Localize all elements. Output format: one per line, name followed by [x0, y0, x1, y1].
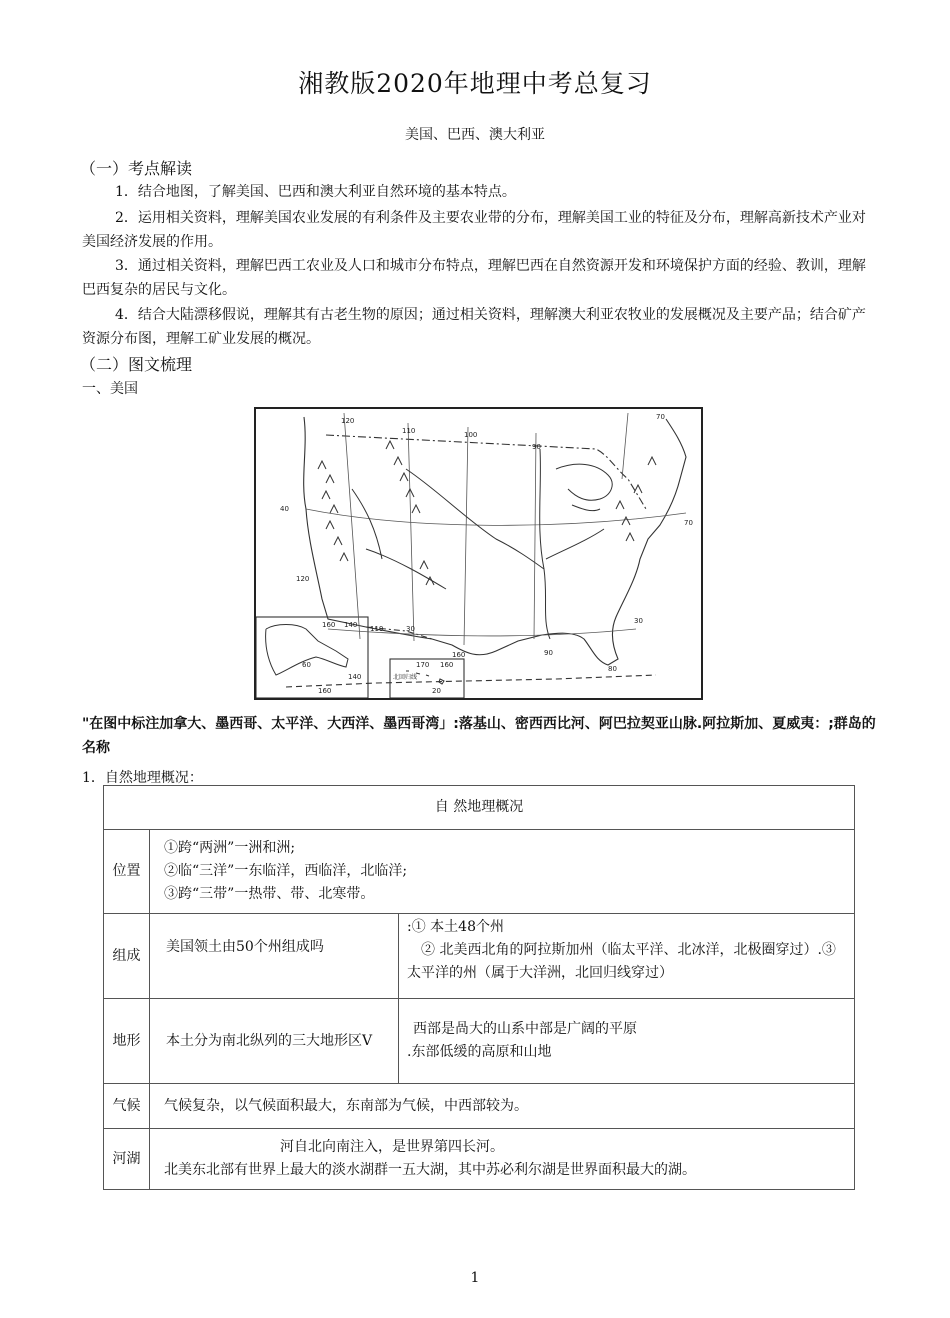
row-label-climate: 气候 [104, 1084, 150, 1129]
page-title: 湘教版2020年地理中考总复习 [298, 69, 652, 98]
map-annotation-note: "在图中标注加拿大、墨西哥、太平洋、大西洋、墨西哥湾」:落基山、密西西比河、阿巴拉契亚山脉.阿拉斯加、夏威夷：;群岛的名称 [82, 716, 876, 756]
position-line-2: ②临“三洋”一东临洋，西临洋，北临洋; [164, 863, 408, 879]
map-label: 90 [532, 443, 541, 451]
rivers-line-2: 北美东北部有世界上最大的淡水湖群一五大湖，其中苏必利尔湖是世界面积最大的湖。 [164, 1162, 696, 1178]
map-label: 170 [416, 661, 430, 669]
canada-border [326, 435, 646, 509]
section-heading-map-review: （二）图文梳理 [80, 355, 193, 374]
physical-geography-table [103, 785, 855, 1190]
us-outline [304, 417, 686, 665]
great-lakes [556, 464, 612, 510]
page-subtitle: 美国、巴西、澳大利亚 [405, 127, 545, 143]
rivers-cell [150, 1129, 855, 1190]
section-heading-exam-points: （一）考点解读 [80, 159, 193, 178]
row-label-position: 位置 [104, 830, 150, 914]
composition-line-2: ② 北美西北角的阿拉斯加州（临太平洋、北冰洋，北极圈穿过）.③ 太平洋的州（属于大洋洲，北回归线穿过） [407, 942, 836, 981]
exam-point-1: 1．结合地图，了解美国、巴西和澳大利亚自然环境的基本特点。 [115, 184, 516, 200]
composition-line-1: :① 本土48个州 [407, 919, 504, 935]
composition-answer [399, 914, 855, 999]
map-label: 140 [344, 621, 358, 629]
map-label: 30 [634, 617, 643, 625]
usa-map [254, 407, 703, 700]
table-header: 自 然地理概况 [104, 786, 855, 830]
western-river [352, 489, 446, 589]
table-row-climate [104, 1084, 855, 1129]
climate-text: 气候复杂，以气候面积最大，东南部为气候，中西部较为。 [150, 1084, 855, 1129]
terrain-line-1: 西部是咼大的山系中部是广阔的平原 [413, 1021, 637, 1037]
ohio-river [546, 529, 604, 559]
mississippi-river [540, 449, 550, 639]
map-label: 120 [341, 417, 355, 425]
position-line-1: ①跨“两洲”一洲和洲; [164, 840, 296, 856]
exam-point-2: 2．运用相关资料，理解美国农业发展的有利条件及主要农业带的分布，理解美国工业的特征及分布，理解高新技术产业对美国经济发展的作用。 [82, 210, 866, 250]
map-label: 160 [322, 621, 336, 629]
terrain-answer [399, 999, 855, 1084]
map-label: 70 [656, 413, 665, 421]
map-label: 160 [440, 661, 454, 669]
map-label: 160 [318, 687, 332, 695]
map-label: 160 [452, 651, 466, 659]
map-label: 70 [684, 519, 693, 527]
item-1-title: 1．自然地理概况： [82, 770, 203, 786]
rivers-line-1: 河自北向南注入，是世界第四长河。 [280, 1139, 504, 1155]
row-label-rivers: 河湖 [104, 1129, 150, 1190]
composition-question: 美国领土由50个州组成吗 [150, 914, 399, 999]
table-row-position [104, 830, 855, 914]
terrain-question: 本土分为南北纵列的三大地形区V [150, 999, 399, 1084]
position-cell [150, 830, 855, 914]
map-label: 120 [296, 575, 310, 583]
map-label: 30 [406, 625, 415, 633]
map-label: 20 [432, 687, 441, 695]
subsection-usa: 一、美国 [82, 381, 138, 397]
map-label: 110 [402, 427, 416, 435]
row-label-terrain: 地形 [104, 999, 150, 1084]
inset-box [256, 617, 368, 698]
table-header-row [104, 786, 855, 830]
map-label: 60 [302, 661, 311, 669]
page-number: 1 [470, 1270, 480, 1286]
usa-map-drawing [256, 409, 701, 698]
position-line-3: ③跨“三带”一热带、带、北寒带。 [164, 886, 375, 902]
exam-point-3: 3．通过相关资料，理解巴西工农业及人口和城市分布特点，理解巴西在自然资源开发和环境保护方面的经验、教训，理解巴西复杂的居民与文化。 [82, 258, 866, 298]
map-label: 90 [544, 649, 553, 657]
map-label: 北回归线 [393, 674, 418, 681]
mountain-symbols [318, 441, 656, 585]
table-row-composition [104, 914, 855, 999]
missouri-river [406, 469, 544, 569]
tropic-line [286, 675, 656, 687]
map-label: 110 [370, 625, 384, 633]
map-label: 100 [464, 431, 478, 439]
table-row-rivers [104, 1129, 855, 1190]
map-label: 40 [280, 505, 289, 513]
table-row-terrain [104, 999, 855, 1084]
row-label-composition: 组成 [104, 914, 150, 999]
exam-point-4: 4．结合大陆漂移假说，理解其有古老生物的原因；通过相关资料，理解澳大利亚农牧业的发展概况及主要产品；结合矿产资源分布图，理解工矿业发展的概况。 [82, 307, 866, 347]
map-label: 80 [608, 665, 617, 673]
map-label: 140 [348, 673, 362, 681]
terrain-line-2: .东部低缓的高原和山地 [407, 1044, 552, 1060]
